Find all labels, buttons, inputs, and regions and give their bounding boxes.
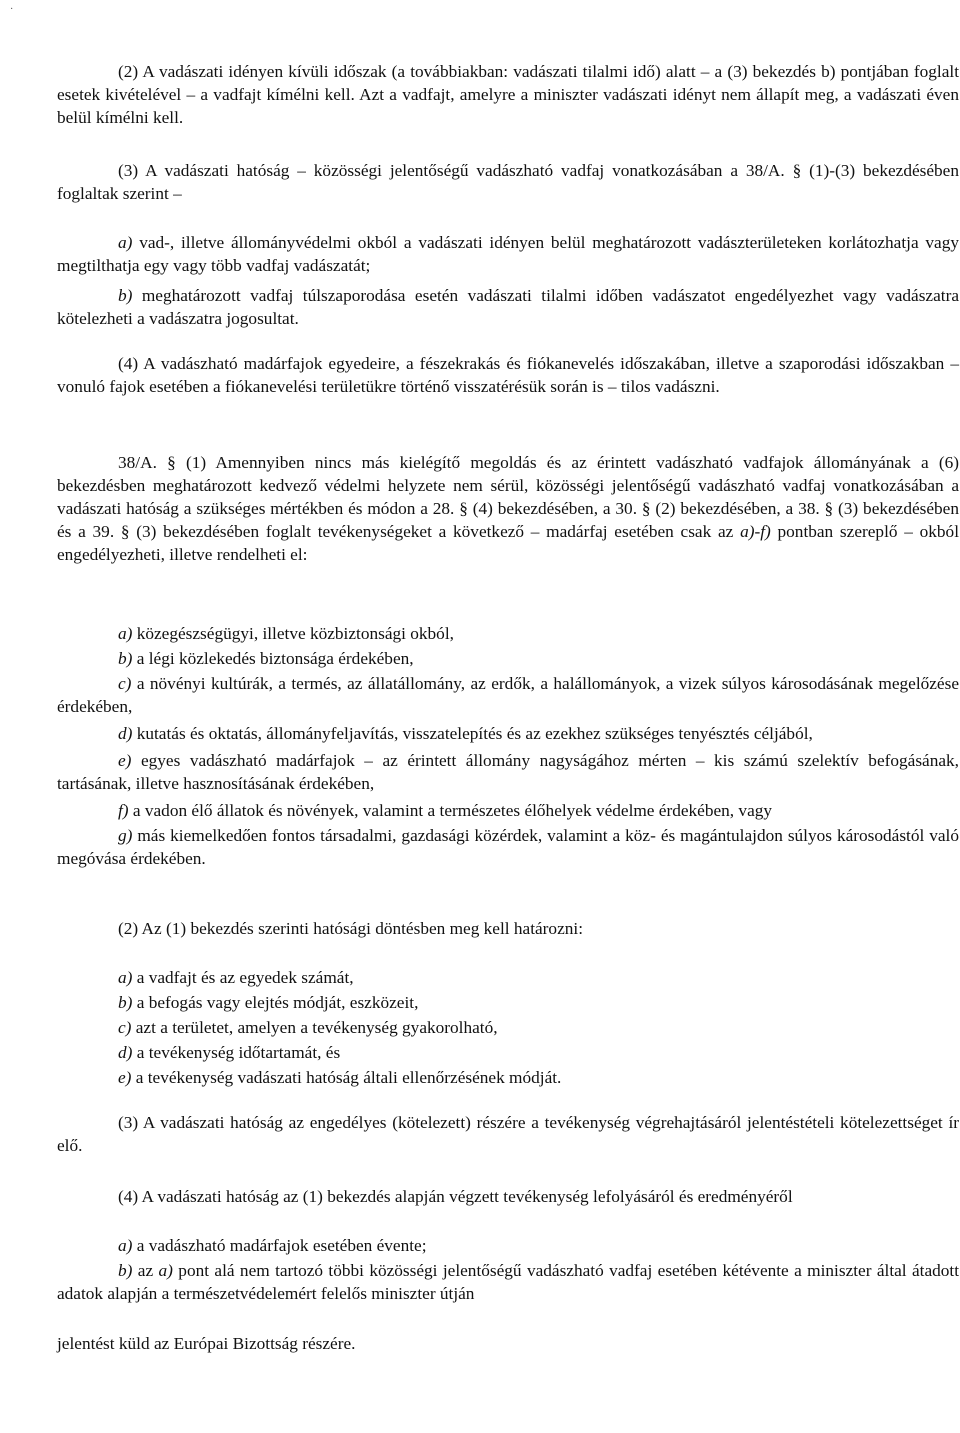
item-text: más kiemelkedően fontos társadalmi, gazdasági közérdek, valamint a köz- és magántulajdon súlyos károsodástól való megóvása érdekében. <box>57 826 959 868</box>
item-text: a légi közlekedés biztonsága érdekében, <box>132 649 414 668</box>
list-3 <box>57 1234 959 1305</box>
item-label: a) <box>118 233 133 252</box>
item-label: a) <box>118 624 133 643</box>
item-label: b) <box>118 286 133 305</box>
list-item <box>57 824 959 870</box>
item-label: a) <box>118 968 133 987</box>
list-item <box>57 1234 959 1257</box>
item-text: közegészségügyi, illetve közbiztonsági okból, <box>132 624 454 643</box>
item-text-pre: az <box>132 1261 159 1280</box>
item-label: g) <box>118 826 133 845</box>
item-text: meghatározott vadfaj túlszaporodása esetén vadászati tilalmi időben vadászatot engedélyezhet vagy vadászatra kötelezheti a vadászatra jogosultat. <box>57 286 959 328</box>
section-38a-3: (3) A vadászati hatóság az engedélyes (kötelezett) részére a tevékenység végrehajtásáról jelentéstételi kötelezettséget ír elő. <box>57 1113 959 1155</box>
item-label: d) <box>118 724 133 743</box>
item-label: c) <box>118 1018 132 1037</box>
item-text: a vadászható madárfajok esetében évente; <box>132 1236 427 1255</box>
section-38a-1-ref: a)-f) <box>740 522 771 541</box>
paragraph-2: (2) A vadászati idényen kívüli időszak (a továbbiakban: vadászati tilalmi idő) alatt – a (3) bekezdés b) pontjában foglalt esetek kivételével – a vadfajt kímélni kell. Azt a vadfajt, amelyre a miniszter vadászati idényt nem állapít meg, a vadászati éven belül kímélni kell. <box>57 62 959 127</box>
list-item <box>57 722 959 745</box>
item-text: a növényi kultúrák, a termés, az állatállomány, az erdők, a halállományok, a vizek súlyos károsodásának megelőzése érdekében, <box>57 674 959 716</box>
item-text: a tevékenység vadászati hatóság általi ellenőrzésének módját. <box>131 1068 562 1087</box>
list-item <box>57 1041 959 1064</box>
item-text: vad-, illetve állományvédelmi okból a vadászati idényen belül meghatározott vadászterületeken korlátozhatja vagy megtilthatja egy vagy több vadfaj vadászatát; <box>57 233 959 275</box>
list-1 <box>57 622 959 870</box>
item-text: a tevékenység időtartamát, és <box>132 1043 341 1062</box>
item-text: kutatás és oktatás, állományfeljavítás, visszatelepítés és az ezekhez szükséges tenyésztés céljából, <box>132 724 813 743</box>
item-label: e) <box>118 1068 132 1087</box>
item-label: b) <box>118 1261 133 1280</box>
item-label: b) <box>118 993 133 1012</box>
item-label: e) <box>118 751 132 770</box>
list-item <box>57 647 959 670</box>
item-text: pont alá nem tartozó többi közösségi jelentőségű vadászható vadfaj esetében kétévente a miniszter által átadott adatok alapján a természetvédelemért felelős miniszter útján <box>57 1261 960 1303</box>
item-label: a) <box>118 1236 133 1255</box>
list-item <box>57 672 959 718</box>
list-item <box>57 799 959 822</box>
list-item <box>57 1259 959 1305</box>
item-label: b) <box>118 649 133 668</box>
item-text: a vadfajt és az egyedek számát, <box>132 968 354 987</box>
list-item <box>57 991 959 1014</box>
item-text: egyes vadászható madárfajok – az érintett állomány nagyságához mérten – kis számú szelektív befogásának, tartásának, illetve hasznosításának érdekében, <box>57 751 959 793</box>
list-item <box>57 1016 959 1039</box>
item-label: d) <box>118 1043 133 1062</box>
list-item <box>57 749 959 795</box>
section-38a-1-text: 38/A. § (1) Amennyiben nincs más kielégítő megoldás és az érintett vadászható vadfajok állományának a (6) bekezdésben meghatározott kedvező védelmi helyzete nem sérül, közösségi jelentőségű vadászható vadfaj vonatkozásában a vadászati hatóság a szükséges mértékben és módon a 28. § (4) bekezdésében, a 30. § (2) bekezdésében, a 38. § (3) bekezdésében és a 39. § (3) bekezdésében foglalt tevékenységeket a következő – madárfaj esetében csak az <box>57 453 959 541</box>
item-text: azt a területet, amelyen a tevékenység gyakorolható, <box>131 1018 498 1037</box>
section-38a-1-text-end: pontban szereplő – okból engedélyezheti, illetve rendelheti el: <box>57 522 959 564</box>
section-38a-1 <box>57 451 959 566</box>
paragraph-3-item-a <box>57 231 959 277</box>
section-38a-2: (2) Az (1) bekezdés szerinti hatósági döntésben meg kell határozni: <box>118 919 583 938</box>
list-item <box>57 622 959 645</box>
list-2 <box>57 966 959 1089</box>
item-label: c) <box>118 674 132 693</box>
paragraph-4: (4) A vadászható madárfajok egyedeire, a fészekrakás és fiókanevelés időszakában, illetve a szaporodási időszakban – vonuló fajok esetében a fiókanevelési területükre történő visszatérésük során is – tilos vadászni. <box>57 354 959 396</box>
section-38a-4: (4) A vadászati hatóság az (1) bekezdés alapján végzett tevékenység lefolyásáról és eredményéről <box>118 1187 793 1206</box>
item-text: a vadon élő állatok és növények, valamint a természetes élőhelyek védelme érdekében, vagy <box>128 801 773 820</box>
list-item <box>57 966 959 989</box>
paragraph-3-item-b <box>57 284 959 330</box>
list-item <box>57 1066 959 1089</box>
item-ref: a) <box>158 1261 173 1280</box>
paragraph-3: (3) A vadászati hatóság – közösségi jelentőségű vadászható vadfaj vonatkozásában a 38/A. § (1)-(3) bekezdésében foglaltak szerint – <box>57 161 959 203</box>
item-label: f) <box>118 801 129 820</box>
scan-speck: · <box>10 4 14 15</box>
closing-line: jelentést küld az Európai Bizottság részére. <box>57 1334 356 1353</box>
item-text: a befogás vagy elejtés módját, eszközeit, <box>132 993 419 1012</box>
